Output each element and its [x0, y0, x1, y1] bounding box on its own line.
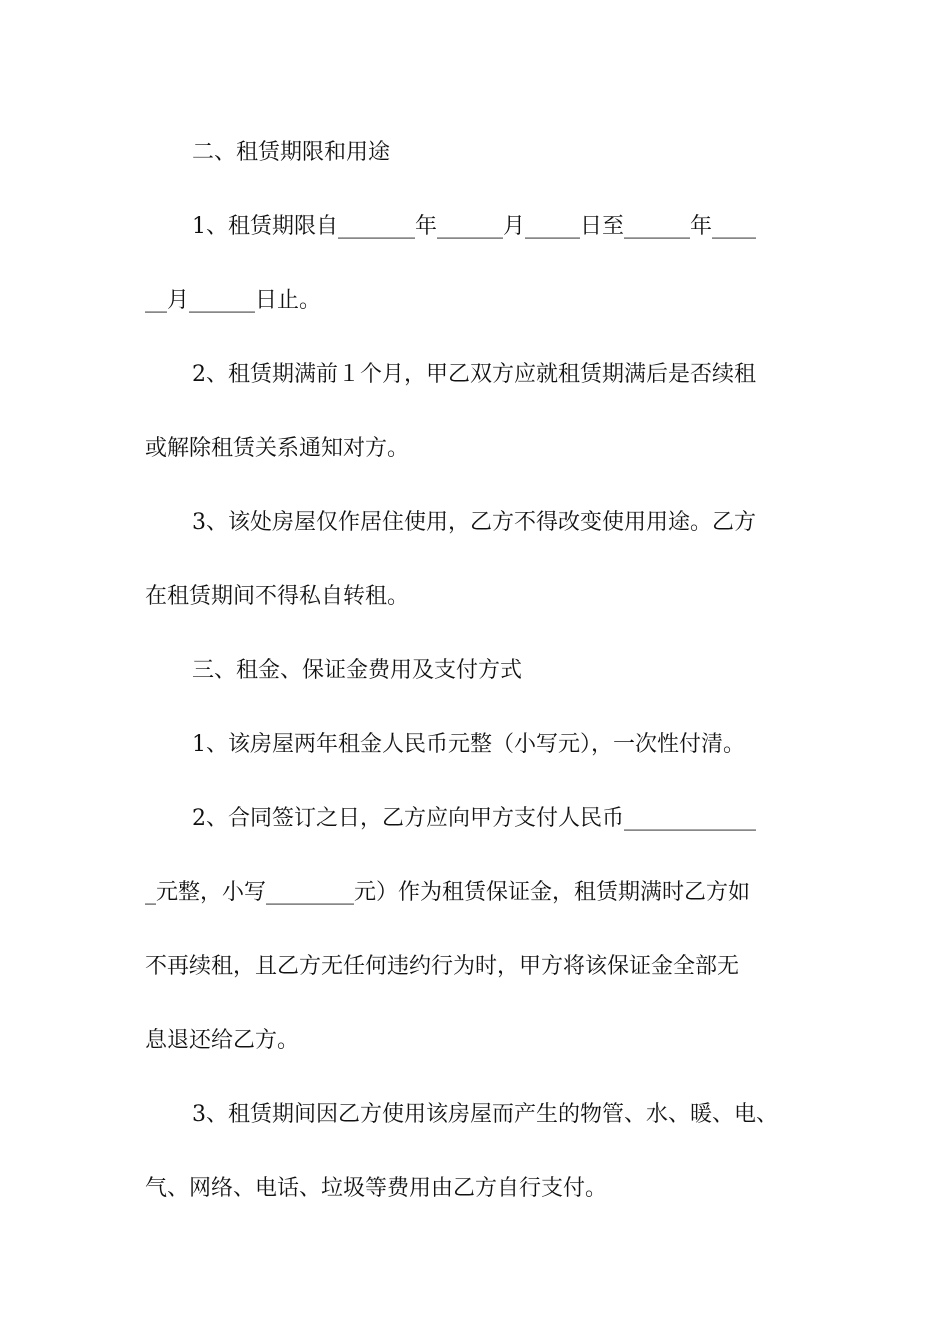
- section-heading-lease-term: 二、租赁期限和用途: [192, 140, 391, 165]
- section-heading-rent-deposit: 三、租金、保证金费用及支付方式: [192, 658, 523, 683]
- paragraph-line: 3、租赁期间因乙方使用该房屋而产生的物管、水、暖、电、: [192, 1102, 778, 1127]
- paragraph-line: 1、租赁期限自_______年______月_____日至______年____: [192, 214, 756, 239]
- paragraph-line: __月______日止。: [145, 288, 322, 313]
- paragraph-line: 在租赁期间不得私自转租。: [145, 584, 410, 609]
- paragraph-line: 气、网络、电话、垃圾等费用由乙方自行支付。: [145, 1176, 608, 1201]
- paragraph-line: 2、合同签订之日，乙方应向甲方支付人民币____________: [192, 806, 756, 831]
- paragraph-line: 或解除租赁关系通知对方。: [145, 436, 410, 461]
- paragraph-line: _元整，小写________元）作为租赁保证金，租赁期满时乙方如: [145, 880, 751, 905]
- paragraph-line: 不再续租，且乙方无任何违约行为时，甲方将该保证金全部无: [145, 954, 740, 979]
- paragraph-line: 2、租赁期满前１个月，甲乙双方应就租赁期满后是否续租: [192, 362, 756, 387]
- paragraph-line: 1、该房屋两年租金人民币元整（小写元），一次性付清。: [192, 732, 745, 757]
- paragraph-line: 3、该处房屋仅作居住使用，乙方不得改变使用用途。乙方: [192, 510, 756, 535]
- paragraph-line: 息退还给乙方。: [145, 1028, 300, 1053]
